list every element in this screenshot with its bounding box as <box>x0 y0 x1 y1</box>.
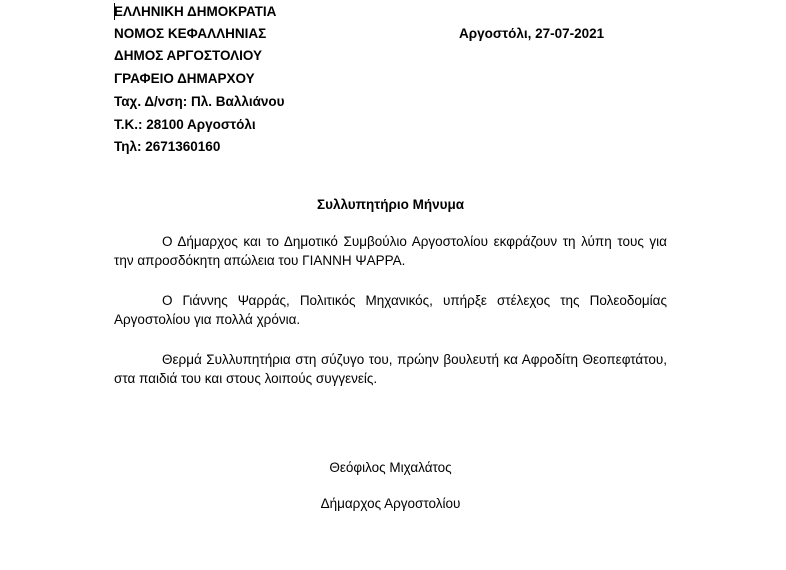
header-line-country: ΕΛΛΗΝΙΚΗ ΔΗΜΟΚΡΑΤΙΑ <box>114 4 277 19</box>
paragraph-biography: Ο Γιάννης Ψαρράς, Πολιτικός Μηχανικός, υπήρξε στέλεχος της Πολεοδομίας Αργοστολίου για πολλά χρόνια. <box>114 293 667 327</box>
header-line-prefecture: ΝΟΜΟΣ ΚΕΦΑΛΛΗΝΙΑΣ <box>114 26 267 41</box>
header-line-phone: Τηλ: 2671360160 <box>114 139 221 154</box>
header-line-postcode: Τ.Κ.: 28100 Αργοστόλι <box>114 117 256 132</box>
signature-role: Δήμαρχος Αργοστολίου <box>320 496 461 511</box>
header-line-office: ΓΡΑΦΕΙΟ ΔΗΜΑΡΧΟΥ <box>114 71 255 86</box>
paragraph-sympathies: Θερμά Συλλυπητήρια στη σύζυγο του, πρώην βουλευτή κα Αφροδίτη Θεοπεφτάτου, στα παιδιά του και στους λοιπούς συγγενείς. <box>114 352 667 386</box>
signature-name: Θεόφιλος Μιχαλάτος <box>329 460 452 475</box>
document-title: Συλλυπητήριο Μήνυμα <box>317 197 464 212</box>
document-date: Αργοστόλι, 27-07-2021 <box>459 26 605 41</box>
paragraph-condolence: Ο Δήμαρχος και το Δημοτικό Συμβούλιο Αργοστολίου εκφράζουν τη λύπη τους για την απροσδόκητη απώλεια του ΓΙΑΝΝΗ ΨΑΡΡΑ. <box>114 234 667 268</box>
header-line-municipality: ΔΗΜΟΣ ΑΡΓΟΣΤΟΛΙΟΥ <box>114 48 263 63</box>
header-line-address: Ταχ. Δ/νση: Πλ. Βαλλιάνου <box>114 94 285 109</box>
